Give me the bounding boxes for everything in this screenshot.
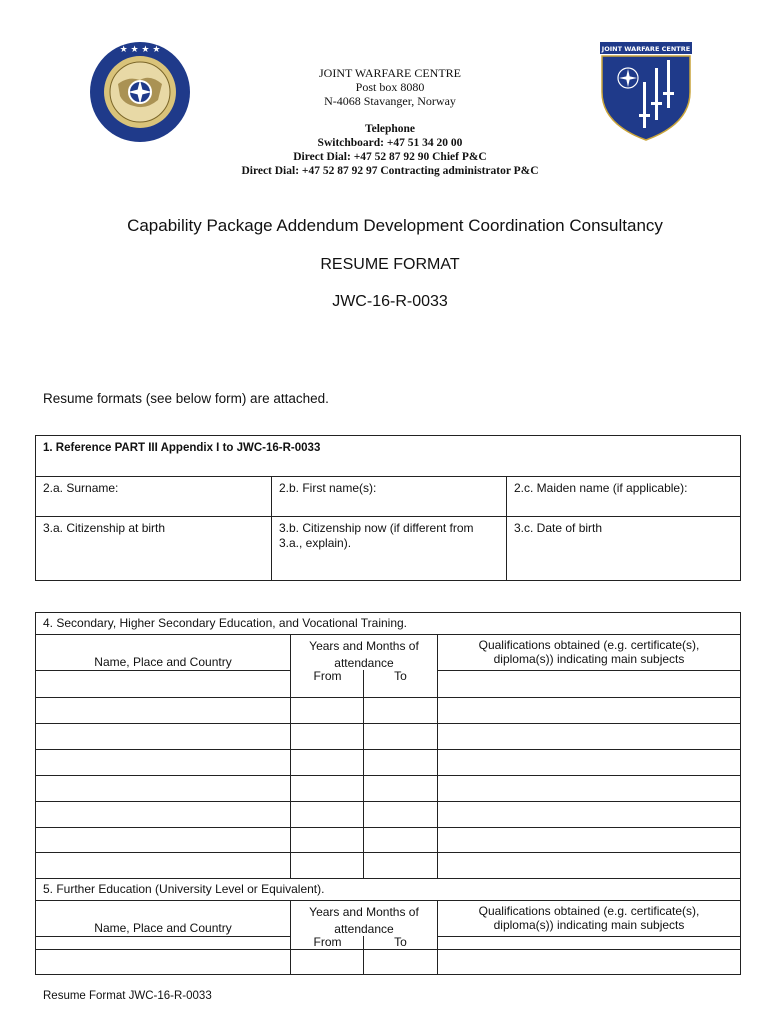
section5-heading: 5. Further Education (University Level or Equivalent). (43, 882, 325, 896)
telephone-block (140, 122, 640, 178)
city: N-4068 Stavanger, Norway (324, 94, 456, 108)
education-table (35, 612, 741, 975)
document-title: Capability Package Addendum Development Coordination Consultancy (127, 216, 663, 235)
s4-col-name: Name, Place and Country (94, 655, 232, 669)
svg-text:JOINT WARFARE CENTRE: JOINT WARFARE CENTRE (601, 45, 691, 53)
address-block (190, 66, 590, 108)
s4-col-from: From (313, 669, 342, 683)
page-footer: Resume Format JWC-16-R-0033 (43, 990, 212, 1002)
s5-col-qual: Qualifications obtained (e.g. certificate(s), diploma(s)) indicating main subjects (478, 904, 700, 932)
s5-col-to: To (394, 935, 407, 949)
surname-field[interactable]: 2.a. Surname: (43, 481, 119, 495)
switchboard: Switchboard: +47 51 34 20 00 (317, 137, 463, 149)
reference-number: JWC-16-R-0033 (332, 293, 448, 310)
s5-col-from: From (313, 935, 342, 949)
s4-col-to: To (394, 669, 407, 683)
svg-text:★ ★ ★ ★: ★ ★ ★ ★ (119, 45, 161, 55)
section4-heading: 4. Secondary, Higher Secondary Education, and Vocational Training. (43, 616, 408, 630)
s5-col-years: Years and Months of attendance (309, 905, 419, 936)
direct-dial-admin: Direct Dial: +47 52 87 92 97 Contracting administrator P&C (241, 165, 539, 177)
po-box: Post box 8080 (355, 80, 425, 94)
section1-heading: 1. Reference PART III Appendix I to JWC-16-R-0033 (43, 442, 321, 454)
direct-dial-chief: Direct Dial: +47 52 87 92 90 Chief P&C (293, 151, 487, 163)
maiden-name-field[interactable]: 2.c. Maiden name (if applicable): (514, 481, 688, 495)
citizenship-now-label: 3.b. Citizenship now (if different from 3.a., explain). (279, 521, 474, 550)
citizenship-birth-field[interactable]: 3.a. Citizenship at birth (43, 521, 166, 535)
citizenship-now-field[interactable] (272, 516, 506, 580)
org-name: JOINT WARFARE CENTRE (318, 66, 461, 80)
s5-col-name: Name, Place and Country (94, 921, 232, 935)
intro-text: Resume formats (see below form) are attached. (43, 391, 329, 406)
s4-col-years: Years and Months of attendance (309, 639, 419, 670)
date-of-birth-field[interactable]: 3.c. Date of birth (514, 521, 603, 535)
personal-info-table (35, 435, 741, 581)
telephone-label: Telephone (364, 123, 416, 135)
format-title: RESUME FORMAT (320, 256, 460, 273)
s4-col-qual: Qualifications obtained (e.g. certificate(s), diploma(s)) indicating main subjects (478, 638, 700, 666)
first-name-field[interactable]: 2.b. First name(s): (279, 481, 377, 495)
